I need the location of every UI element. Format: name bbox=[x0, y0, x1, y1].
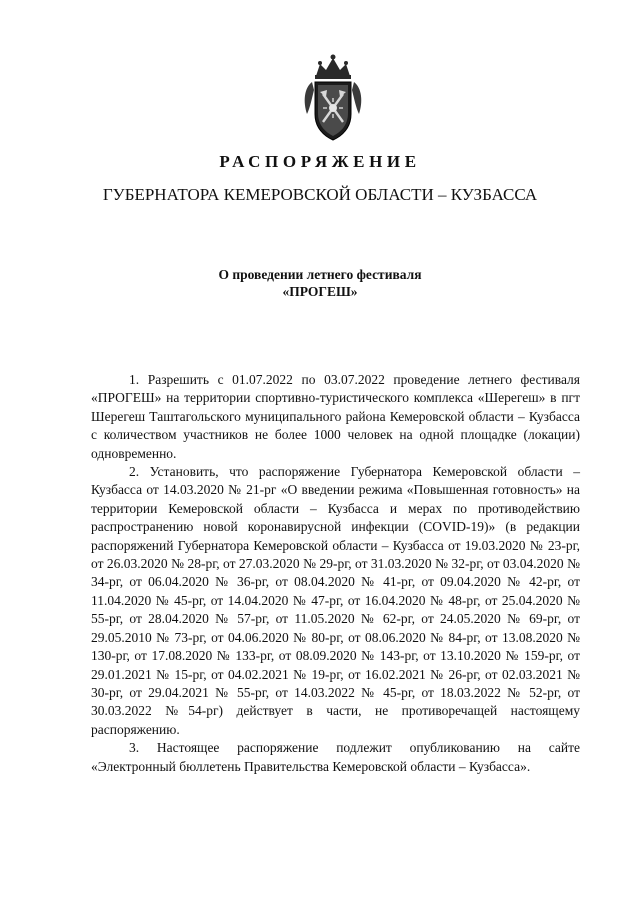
subject-line-1: О проведении летнего фестиваля bbox=[218, 267, 422, 282]
issuer-heading: ГУБЕРНАТОРА КЕМЕРОВСКОЙ ОБЛАСТИ – КУЗБАССА bbox=[102, 185, 538, 204]
kuzbass-coat-of-arms-icon bbox=[298, 52, 368, 144]
document-type-heading: РАСПОРЯЖЕНИЕ bbox=[219, 152, 421, 171]
subject-line-2: «ПРОГЕШ» bbox=[282, 284, 358, 299]
paragraph-2: 2. Установить, что распоряжение Губернатора Кемеровской области – Кузбасса от 14.03.2020 № 21-рг «О введении режима «Повышенная готовность» на территории Кемеровской области – Кузбасса и мерах по противодействию распространению новой коронавирусной инфекции (COVID-19)» (в редакции распоряжений Губернатора Кемеровской области – Кузбасса от 19.03.2020 № 23-рг, от 26.03.2020 № 28-рг, от 27.03.2020 № 29-рг, от 31.03.2020 № 32-рг, от 03.04.2020 № 34-рг, от 06.04.2020 № 36-рг, от 08.04.2020 № 41-рг, от 09.04.2020 № 42-рг, от 11.04.2020 № 45-рг, от 14.04.2020 № 47-рг, от 16.04.2020 № 48-рг, от 25.04.2020 № 55-рг, от 28.04.2020 № 57-рг, от 11.05.2020 № 62-рг, от 24.05.2020 № 69-рг, от 29.05.2010 № 73-рг, от 04.06.2020 № 80-рг, от 08.06.2020 № 84-рг, от 13.08.2020 № 130-рг, от 17.08.2020 № 133-рг, от 08.09.2020 № 143-рг, от 13.10.2020 № 159-рг, от 29.01.2021 № 15-рг, от 04.02.2021 № 19-рг, от 16.02.2021 № 26-рг, от 02.03.2021 № 30-рг, от 29.04.2021 № 55-рг, от 14.03.2022 № 45-рг, от 18.03.2022 № 52-рг, от 30.03.2022 №54-рг) действует в части, не противоречащей настоящему распоряжению. bbox=[91, 464, 580, 737]
paragraph-1: 1. Разрешить с 01.07.2022 по 03.07.2022 проведение летнего фестиваля «ПРОГЕШ» на территории спортивно-туристического комплекса «Шерегеш» в пгт Шерегеш Таштагольского муниципального района Кемеровской области – Кузбасса с количеством участников не более 1000 человек на одной площадке (локации) одновременно. bbox=[91, 372, 580, 461]
document-subject bbox=[0, 266, 640, 300]
document-body bbox=[91, 371, 580, 776]
paragraph-3: 3. Настоящее распоряжение подлежит опубликованию на сайте «Электронный бюллетень Правительства Кемеровской области – Кузбасса». bbox=[91, 740, 580, 774]
